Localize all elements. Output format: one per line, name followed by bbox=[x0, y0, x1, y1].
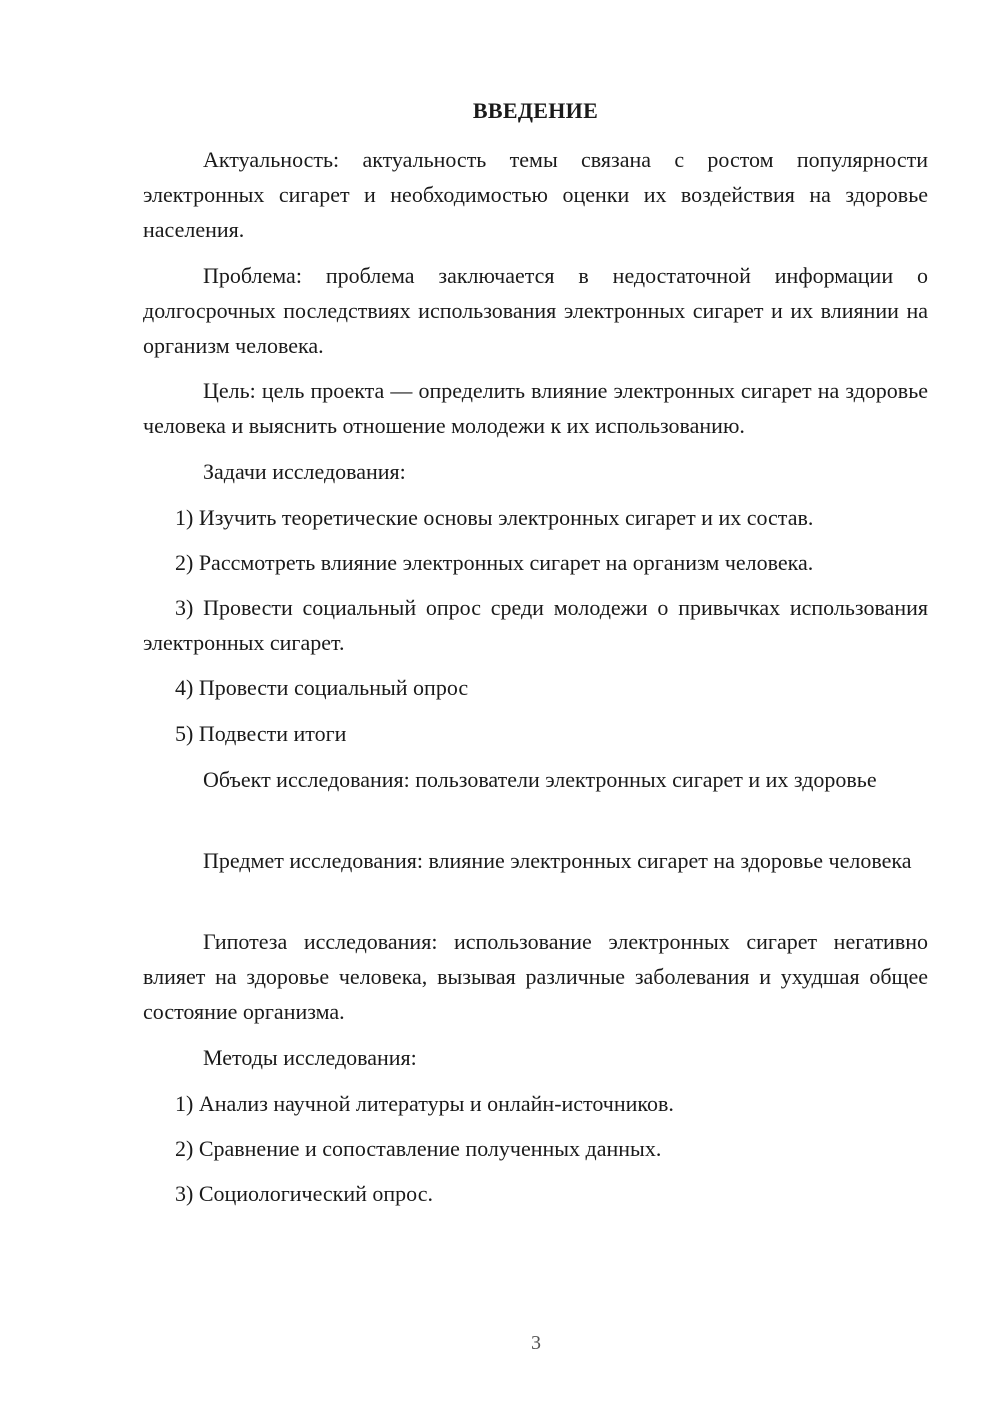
hypothesis-paragraph: Гипотеза исследования: использование электронных сигарет негативно влияет на здоровье человека, вызывая различные заболевания и ухудшая общее состояние организма. bbox=[143, 929, 928, 1024]
object-paragraph: Объект исследования: пользователи электронных сигарет и их здоровье bbox=[203, 767, 877, 792]
methods-heading: Методы исследования: bbox=[203, 1045, 417, 1070]
goal-paragraph: Цель: цель проекта — определить влияние электронных сигарет на здоровье человека и выяснить отношение молодежи к их использованию. bbox=[143, 378, 928, 438]
task-item-4: 4) Провести социальный опрос bbox=[175, 675, 469, 700]
section-title: ВВЕДЕНИЕ bbox=[472, 98, 599, 123]
task-item-5: 5) Подвести итоги bbox=[175, 721, 347, 746]
task-item-1: 1) Изучить теоретические основы электронных сигарет и их состав. bbox=[175, 505, 814, 530]
method-item-1: 1) Анализ научной литературы и онлайн-источников. bbox=[175, 1091, 674, 1116]
problem-paragraph: Проблема: проблема заключается в недостаточной информации о долгосрочных последствиях использования электронных сигарет и их влиянии на организм человека. bbox=[143, 263, 928, 358]
tasks-heading: Задачи исследования: bbox=[203, 459, 406, 484]
subject-paragraph: Предмет исследования: влияние электронных сигарет на здоровье человека bbox=[203, 848, 912, 873]
method-item-3: 3) Социологический опрос. bbox=[175, 1181, 433, 1206]
task-item-3: 3) Провести социальный опрос среди молодежи о привычках использования электронных сигарет. bbox=[143, 595, 928, 655]
page-number: 3 bbox=[531, 1332, 541, 1354]
relevance-paragraph: Актуальность: актуальность темы связана с ростом популярности электронных сигарет и необходимостью оценки их воздействия на здоровье населения. bbox=[143, 147, 928, 242]
method-item-2: 2) Сравнение и сопоставление полученных данных. bbox=[175, 1136, 662, 1161]
task-item-2: 2) Рассмотреть влияние электронных сигарет на организм человека. bbox=[175, 550, 814, 575]
